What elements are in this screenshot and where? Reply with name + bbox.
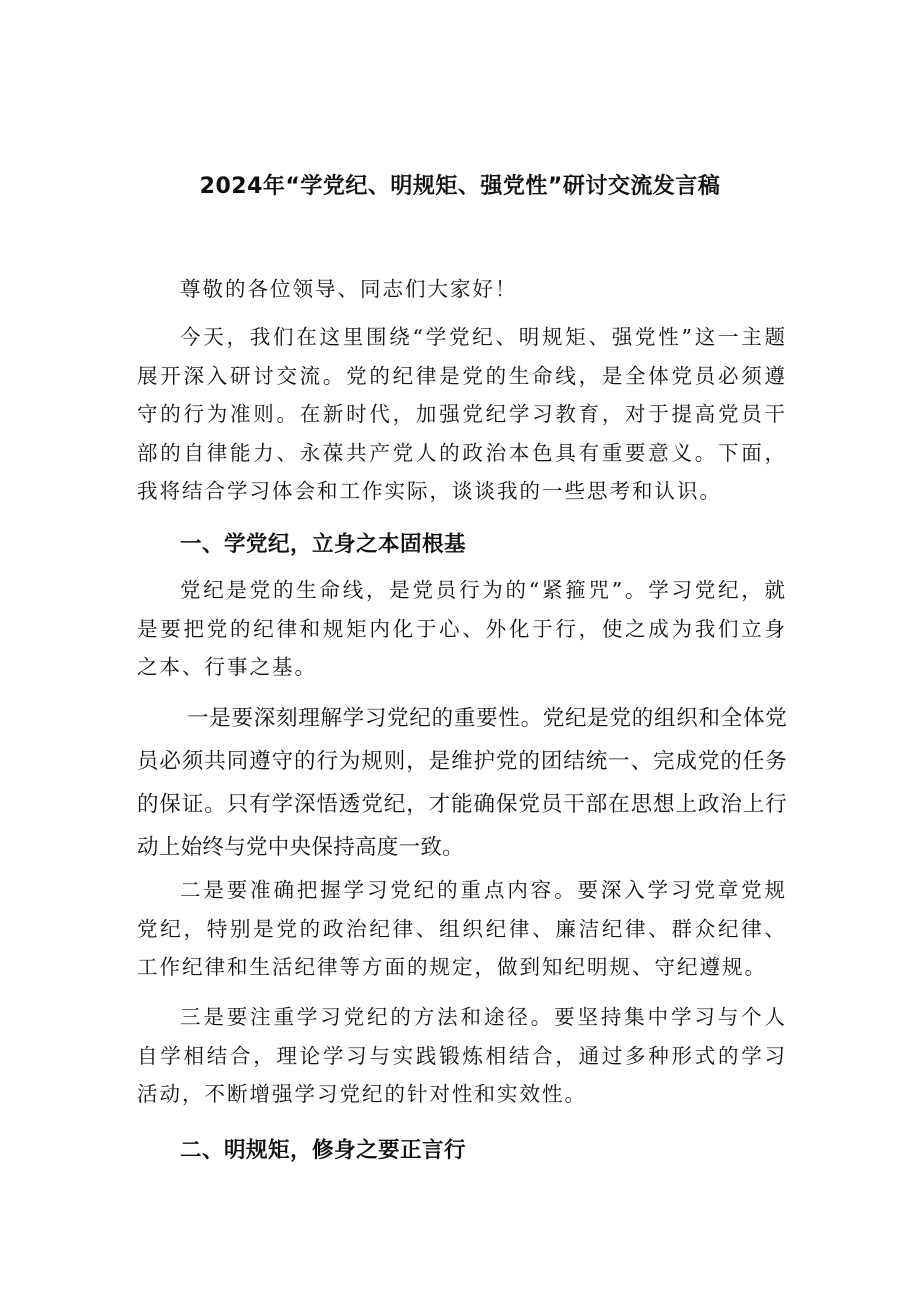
greeting-paragraph: 尊敬的各位领导、同志们大家好！ bbox=[180, 277, 518, 301]
section-1-intro-paragraph: 党纪是党的生命线，是党员行为的“紧箍咒”。学习党纪，就是要把党的纪律和规矩内化于心、外化于行，使之成为我们立身之本、行事之基。 bbox=[137, 578, 787, 679]
section-1-point-2-paragraph: 二是要准确把握学习党纪的重点内容。要深入学习党章党规党纪，特别是党的政治纪律、组织纪律、廉洁纪律、群众纪律、工作纪律和生活纪律等方面的规定，做到知纪明规、守纪遵规。 bbox=[137, 878, 787, 979]
section-1-point-1-paragraph: 一是要深刻理解学习党纪的重要性。党纪是党的组织和全体党员必须共同遵守的行为规则，是维护党的团结统一、完成党的任务的保证。只有学深悟透党纪，才能确保党员干部在思想上政治上行动上始终与党中央保持高度一致。 bbox=[137, 706, 787, 860]
section-2-heading: 二、明规矩，修身之要正言行 bbox=[180, 1138, 467, 1163]
intro-paragraph: 今天，我们在这里围绕“学党纪、明规矩、强党性”这一主题展开深入研讨交流。党的纪律是党的生命线，是全体党员必须遵守的行为准则。在新时代，加强党纪学习教育，对于提高党员干部的自律能力、永葆共产党人的政治本色具有重要意义。下面，我将结合学习体会和工作实际，谈谈我的一些思考和认识。 bbox=[137, 325, 787, 503]
document-title: 2024年“学党纪、明规矩、强党性”研讨交流发言稿 bbox=[199, 174, 721, 199]
section-1-point-3-paragraph: 三是要注重学习党纪的方法和途径。要坚持集中学习与个人自学相结合，理论学习与实践锻炼相结合，通过多种形式的学习活动，不断增强学习党纪的针对性和实效性。 bbox=[137, 1005, 787, 1106]
section-1-heading: 一、学党纪，立身之本固根基 bbox=[180, 532, 467, 557]
